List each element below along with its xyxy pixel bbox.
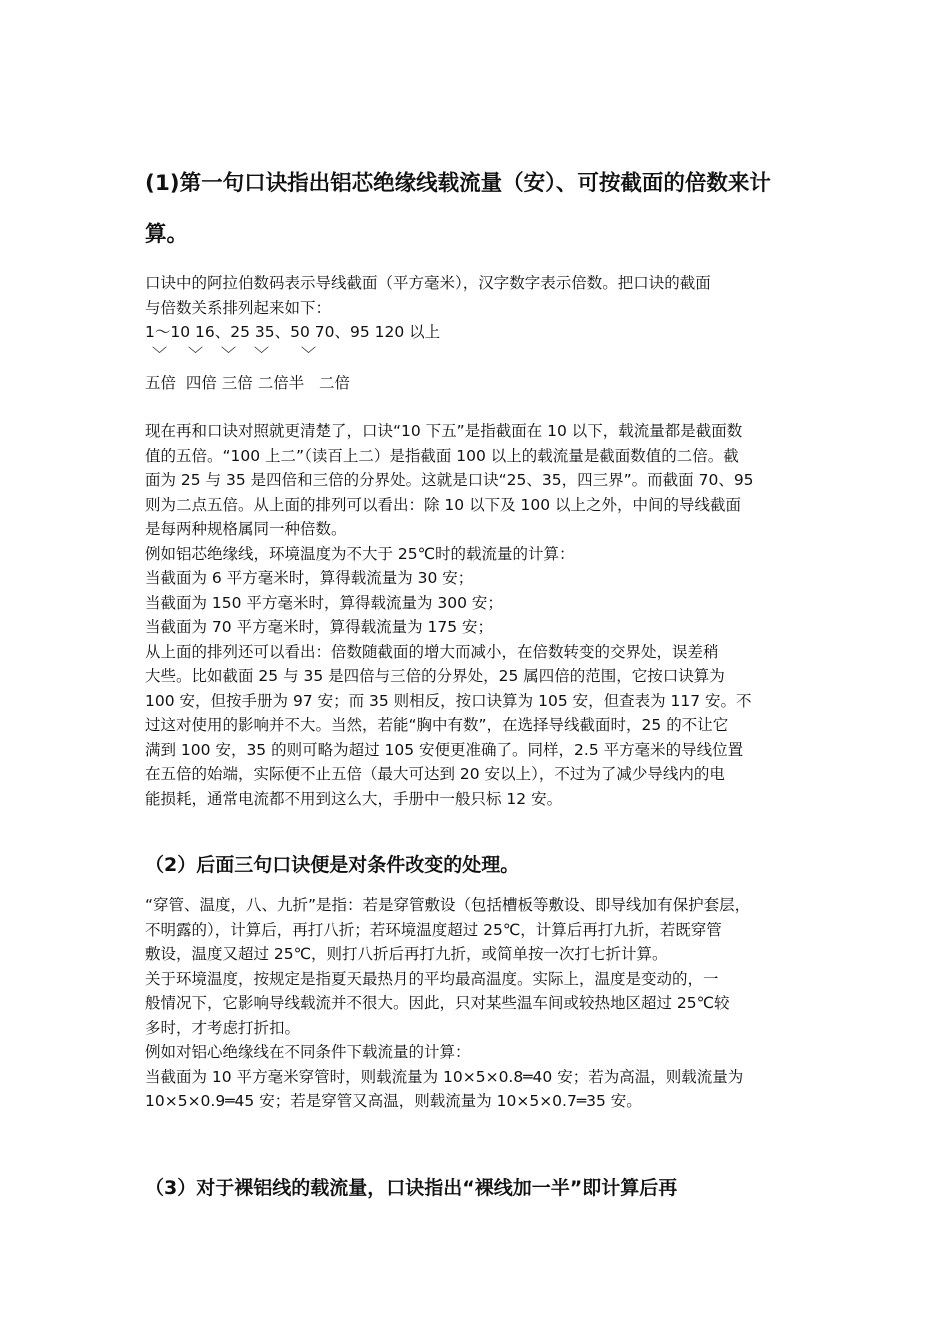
- text-line: 般情况下，它影响导线载流并不很大。因此，只对某些温车间或较热地区超过 25℃较: [145, 994, 730, 1012]
- conditions-paragraph: [145, 893, 825, 1114]
- text-line: 与倍数关系排列起来如下：: [145, 298, 332, 317]
- text-line: 关于环境温度，按规定是指夏天最热月的平均最高温度。实际上，温度是变动的，一: [145, 969, 719, 988]
- text-line: 现在再和口诀对照就更清楚了，口诀“10 下五”是指截面在 10 以下，载流量都是截面数: [145, 422, 743, 440]
- text-line: 例如铝芯绝缘线，环境温度为不大于 25℃时的载流量的计算：: [145, 544, 575, 563]
- section-2-heading: （2）后面三句口诀便是对条件改变的处理。: [145, 854, 520, 876]
- text-line: 能损耗，通常电流都不用到这么大，手册中一般只标 12 安。: [145, 789, 563, 808]
- down-arrow-icon: ﹀: [221, 345, 237, 363]
- multiples-line: 五倍 四倍 三倍 二倍半 二倍: [145, 374, 350, 392]
- heading-line: 算。: [145, 222, 189, 247]
- section-3-heading: （3）对于裸铝线的载流量，口诀指出“裸线加一半”即计算后再: [145, 1177, 678, 1199]
- text-line: 面为 25 与 35 是四倍和三倍的分界处。这就是口诀“25、35，四三界”。而截面 70、95: [145, 471, 754, 489]
- text-line: 当截面为 150 平方毫米时，算得载流量为 300 安；: [145, 593, 503, 612]
- text-line: 当截面为 70 平方毫米时，算得载流量为 175 安；: [145, 618, 494, 636]
- heading-line: (1)第一句口诀指出铝芯绝缘线载流量（安）、可按截面的倍数来计: [145, 171, 771, 196]
- down-arrow-icon: ﹀: [301, 345, 317, 363]
- text-line: 敷设，温度又超过 25℃，则打八折后再打九折，或简单按一次打七折计算。: [145, 945, 668, 963]
- text-line: 不明露的），计算后，再打八折；若环境温度超过 25℃，计算后再打九折，若既穿管: [145, 920, 722, 939]
- text-line: 从上面的排列还可以看出：倍数随截面的增大而减小，在倍数转变的交界处，误差稍: [145, 642, 719, 661]
- compare-paragraph: [145, 419, 825, 811]
- text-line: 100 安，但按手册为 97 安；而 35 则相反，按口诀算为 105 安，但查表为 117 安。不: [145, 691, 752, 710]
- text-line: 口诀中的阿拉伯数码表示导线截面（平方毫米），汉字数字表示倍数。把口诀的截面: [145, 274, 711, 292]
- text-line: 则为二点五倍。从上面的排列可以看出：除 10 以下及 100 以上之外，中间的导线截面: [145, 495, 742, 514]
- text-line: 值的五倍。“100 上二”（读百上二）是指截面 100 以上的载流量是截面数值的二倍。截: [145, 446, 739, 465]
- text-line: “穿管、温度，八、九折”是指：若是穿管敷设（包括槽板等敷设、即导线加有保护套层，: [145, 896, 751, 914]
- text-line: 大些。比如截面 25 与 35 是四倍与三倍的分界处，25 属四倍的范围，它按口诀算为: [145, 667, 725, 685]
- down-arrow-icon: ﹀: [152, 345, 168, 363]
- text-line: 当截面为 6 平方毫米时，算得载流量为 30 安；: [145, 569, 474, 587]
- text-line: 过这对使用的影响并不大。当然，若能“胸中有数”，在选择导线截面时，25 的不让它: [145, 716, 729, 734]
- text-line: 满到 100 安，35 的则可略为超过 105 安便更准确了。同样，2.5 平方毫米的导线位置: [145, 740, 744, 759]
- text-line: 在五倍的始端，实际便不止五倍（最大可达到 20 安以上），不过为了减少导线内的电: [145, 765, 725, 783]
- intro-paragraph: [145, 271, 825, 345]
- text-line: 例如对铝心绝缘线在不同条件下载流量的计算：: [145, 1043, 471, 1061]
- text-line: 10×5×0.9═45 安；若是穿管又高温，则载流量为 10×5×0.7═35 安。: [145, 1092, 642, 1110]
- text-line: 是每两种规格属同一种倍数。: [145, 520, 347, 538]
- section-1-heading: [145, 158, 825, 260]
- text-line: 当截面为 10 平方毫米穿管时，则载流量为 10×5×0.8═40 安；若为高温，则载流量为: [145, 1067, 744, 1086]
- ranges-line: 1～10 16、25 35、50 70、95 120 以上: [145, 323, 441, 341]
- down-arrow-icon: ﹀: [188, 345, 204, 363]
- text-line: 多时，才考虑打折扣。: [145, 1018, 301, 1037]
- down-arrow-icon: ﹀: [254, 345, 270, 363]
